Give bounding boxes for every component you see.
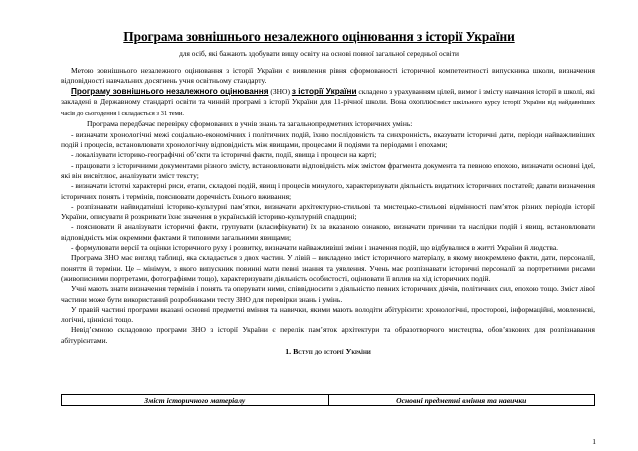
section-heading: 1. Вступ до історії України <box>285 347 371 357</box>
table-header-content: Зміст історичного матеріалу <box>62 395 329 406</box>
paragraph-monuments: Невід’ємною складовою програми ЗНО з історії України є перелік пам’яток архітектури та образотворчого мистецтва, обов’язкових для розпізнавання абітурієнтами. <box>61 325 595 345</box>
program-zno: (ЗНО) <box>268 86 292 96</box>
program-lead: Програму зовнішнього незалежного оцінювання <box>71 86 269 96</box>
paragraph-table-structure: Програма ЗНО має вигляд таблиці, яка складається з двох частин. У лівій – викладено зміст історичного матеріалу, в якому виокремлено факти, дати, персоналії, поняття й терміни. Це – мінімум, з якого випускник повинні мати певні знання та уявлення. Учень має розпізнавати історичні персоналії за портретними рисами (живописними портретами, фотографіями тощо), характеризувати діяльність особистості, оцінювати її вплив на хід історичних подій. <box>61 253 595 283</box>
skill-item: - локалізувати історико-географічні об’єкти та історичні факти, події, явища і процеси на карті; <box>71 150 377 160</box>
skill-item: - визначати хронологічні межі соціально-економічних і політичних подій, їхню послідовність та синхронність, вказувати історичні дати, періоди найважливіших подій і процесів, встановлювати хронологічну відповідність між явищами, процесами й подіями та періодами і епохами; <box>61 129 595 150</box>
skill-item: - визначати істотні характерні риси, етапи, складові подій, явищ і процесів минулого, характеризувати діяльність видатних історичних постатей; давати визначення історичних понять і термінів, пояснювати доречність їхнього вживання; <box>61 181 596 201</box>
skill-item: - працювати з історичними документами різного змісту, встановлювати відповідність між змістом фрагмента документа та певною епохою, визначати основні ідеї, які він висвітлює, аналізувати зміст тексту; <box>61 160 595 180</box>
program-table-header <box>61 394 595 406</box>
paragraph-program <box>61 87 595 120</box>
paragraph-right-part: У правій частині програми вказані основні предметні вміння та навички, якими мають володіти абітурієнти: хронологічні, просторові, інформаційні, мовленнєві, логічні, ціннісні тощо. <box>61 304 595 325</box>
program-subject: з історії України <box>291 86 357 96</box>
skill-item: - розпізнавати найвидатніші історико-культурні пам’ятки, визначати архітектурно-стильові та мистецько-стильові відмінності пам’яток різних періодів історії України, описувати й розкривати їхнє значення в українській історико-культурній спадщині; <box>61 201 595 222</box>
table-header-skills: Основні предметні вміння та навички <box>328 395 595 406</box>
page-number: 1 <box>592 437 596 446</box>
paragraph-goal: Метою зовнішнього незалежного оцінювання з історії України є виявлення рівня сформованості історичної компетентності випускника школи, визначення відповідності навчальних досягнень учня освітньому стандарту. <box>61 66 595 86</box>
program-small-text: зміст шкільного курсу історії України від найдавніших часів до сьогодення і складається з 31 теми. <box>61 98 596 118</box>
skill-item: - формулювати версії та оцінки історичного руху і розвитку, визначати найважливіші зміни і значення подій, що відбувалися в житті України й людства. <box>71 243 559 253</box>
document-body <box>61 66 595 357</box>
paragraph-skills-intro: Програма передбачає перевірку сформованих в учнів знань та загальнопредметних історичних умінь: <box>87 119 413 129</box>
page-subtitle: для осіб, які бажають здобувати вищу освіту на основі повної загальної середньої освіти <box>179 49 459 58</box>
page-title: Програма зовнішнього незалежного оцінювання з історії України <box>123 29 515 44</box>
paragraph-terms: Учні мають знати визначення термінів і понять та оперувати ними, співвідносити з діяльністю певних історичних діячів, політичних сил, епохою тощо. Зміст лівої частини може бути використаний розробниками тесту ЗНО для перевірки знань і умінь. <box>61 284 595 304</box>
program-rest: складено з урахуванням цілей, вимог і змісту навчання історії в школі, які закладені в Державному стандарті освіти та чинній програмі з історії України для 11-річної школи. Вона охоплює <box>61 86 595 106</box>
skill-item: - пояснювати й аналізувати історичні факти, групувати (класифікувати) їх за вказаною ознакою, визначати причини та наслідки подій і явищ, встановлювати відповідність між окремими фактами й типовими загальними явищами; <box>61 222 595 242</box>
